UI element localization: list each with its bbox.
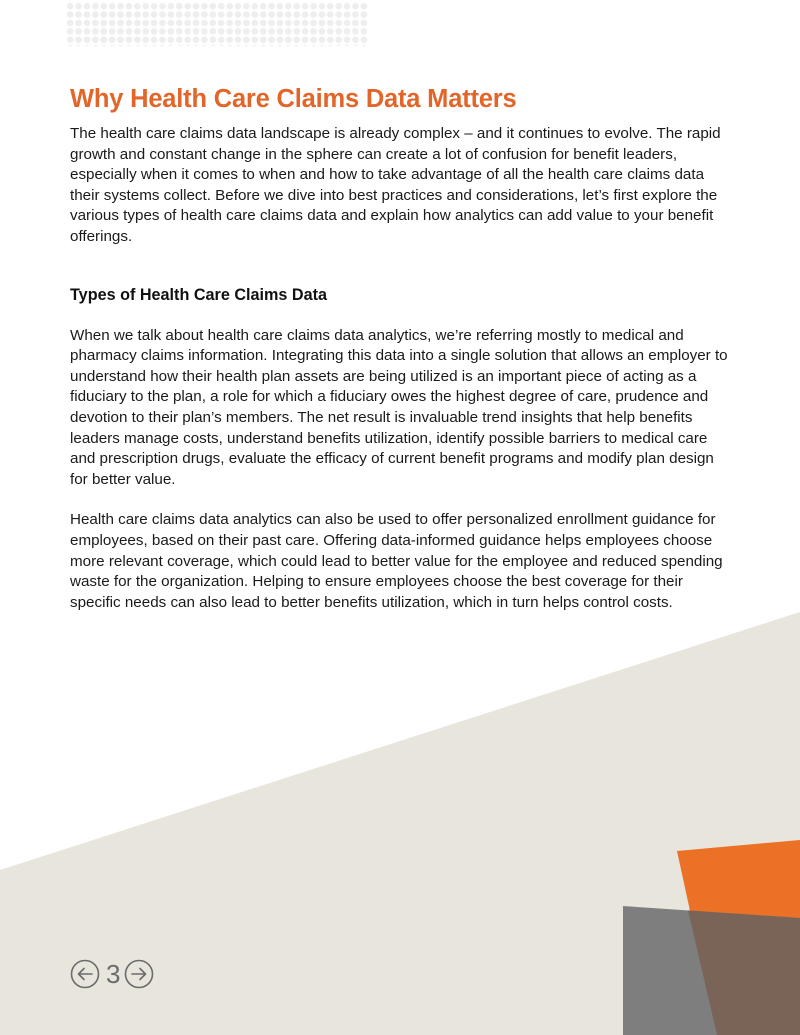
section-paragraph-1: When we talk about health care claims data analytics, we’re referring mostly to medical and pharmacy claims information. Integrating this data into a single solution that allows an employer to understand how their health plan assets are being utilized is an important piece of acting as a fiduciary to the plan, a role for which a fiduciary owes the highest degree of care, prudence and devotion to their plan’s members. The net result is invaluable trend insights that help benefits leaders manage costs, understand benefits utilization, identify possible barriers to medical care and prescription drugs, evaluate the efficacy of current benefit programs and modify plan design for better value. — [70, 326, 728, 488]
page-navigation — [70, 958, 154, 990]
page-number: 3 — [106, 959, 121, 989]
main-content — [70, 82, 730, 613]
section-heading: Types of Health Care Claims Data — [70, 285, 327, 304]
next-page-button[interactable] — [124, 959, 154, 989]
previous-page-button[interactable] — [70, 959, 100, 989]
page-title: Why Health Care Claims Data Matters — [70, 85, 517, 113]
arrow-left-circle-icon — [70, 959, 100, 989]
intro-paragraph: The health care claims data landscape is already complex – and it continues to evolve. The rapid growth and constant change in the sphere can create a lot of confusion for benefit leaders, especially when it comes to when and how to take advantage of all the health care claims data their systems collect. Before we dive into best practices and considerations, let’s first explore the various types of health care claims data and explain how analytics can add value to your benefit offerings. — [70, 125, 721, 245]
arrow-right-circle-icon — [124, 959, 154, 989]
section-paragraph-2: Health care claims data analytics can also be used to offer personalized enrollment guidance for employees, based on their past care. Offering data-informed guidance helps employees choose more relevant coverage, which could lead to better value for the employee and reduced spending waste for the organization. Helping to ensure employees choose the best coverage for their specific needs can also lead to better benefits utilization, which in turn helps control costs. — [70, 511, 723, 611]
